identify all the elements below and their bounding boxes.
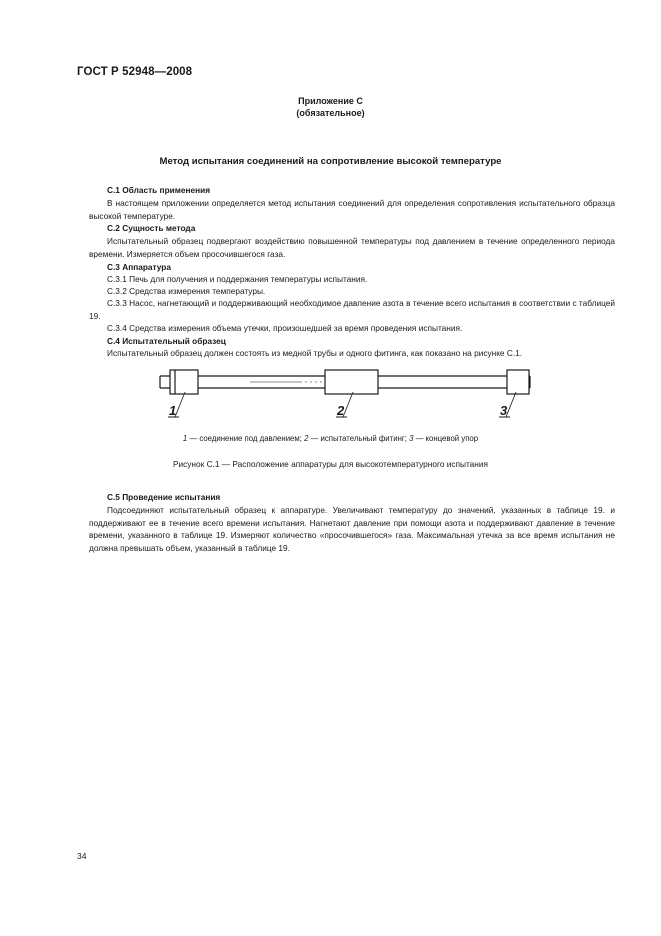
legend-text-2: — испытательный фитинг;: [308, 434, 410, 443]
annex-status: (обязательное): [296, 108, 365, 118]
section-c2-heading: С.2 Сущность метода: [107, 223, 196, 233]
section-c4-heading: С.4 Испытательный образец: [107, 336, 226, 346]
figure-caption: Рисунок С.1 — Расположение аппаратуры для высокотемпературного испытания: [172, 459, 489, 469]
annex-label: Приложение С: [298, 96, 363, 106]
legend-num-2: 2: [304, 434, 309, 443]
section-c3-item3-wrap: [89, 297, 615, 322]
section-c4-text: Испытательный образец должен состоять из медной трубы и одного фитинга, как показано на рисунке С.1.: [107, 348, 523, 358]
document-title: Метод испытания соединений на сопротивление высокой температуре: [159, 156, 502, 167]
legend-num-3: 3: [409, 434, 414, 443]
section-c3-item4: С.3.4 Средства измерения объема утечки, произошедшей за время проведения испытания.: [107, 323, 463, 333]
figure-label-2: 2: [337, 403, 345, 418]
section-c1-heading: С.1 Область применения: [107, 185, 211, 195]
figure-label-3: 3: [500, 403, 508, 418]
legend-text-1: — соединение под давлением;: [187, 434, 305, 443]
section-c1-text: [89, 197, 615, 222]
section-c5-body: Подсоединяют испытательный образец к аппаратуре. Увеличивают температуру до значений, указанных в таблице 19. и поддерживают ее в течение всего времени испытания. Нагнетают давление при помощи азота и поддерживают давление в течение времени, указанного в таблице 19. Измеряют количество «просочившегося» газа. Максимальная утечка за все время испытания не должна превышать объем, указанный в таблице 19.: [89, 505, 615, 553]
legend-text-3: — концевой упор: [413, 434, 479, 443]
section-c3-item3: С.3.3 Насос, нагнетающий и поддерживающий необходимое давление азота в течение всего испытания в соответствии с таблицей 19.: [89, 298, 615, 321]
test-fitting-body: [325, 370, 378, 394]
end-stop-body: [507, 370, 529, 394]
section-c3-item2: С.3.2 Средства измерения температуры.: [107, 286, 266, 296]
leader-line-3: [506, 392, 516, 417]
figure-c1-diagram: [150, 364, 540, 424]
leader-line-1: [175, 392, 185, 417]
page-number: 34: [77, 851, 87, 861]
section-c1-body: В настоящем приложении определяется метод испытания соединений для определения сопротивления испытательного образца высокой температуре.: [89, 198, 615, 221]
leader-line-2: [343, 392, 353, 417]
section-c2-body: Испытательный образец подвергают воздействию повышенной температуры под давлением в течение определенного периода времени. Измеряется объем просочившегося газа.: [89, 236, 615, 259]
figure-label-1: 1: [169, 403, 177, 418]
section-c2-text: [89, 235, 615, 260]
figure-legend: [0, 434, 661, 443]
section-c3-heading: С.3 Аппаратура: [107, 262, 171, 272]
standard-header: ГОСТ Р 52948—2008: [77, 66, 193, 78]
section-c3-item1: С.3.1 Печь для получения и поддержания температуры испытания.: [107, 274, 368, 284]
pressure-joint-body: [170, 370, 198, 394]
section-c5-heading: С.5 Проведение испытания: [107, 492, 221, 502]
section-c5-text: [89, 504, 615, 554]
legend-num-1: 1: [182, 434, 188, 443]
